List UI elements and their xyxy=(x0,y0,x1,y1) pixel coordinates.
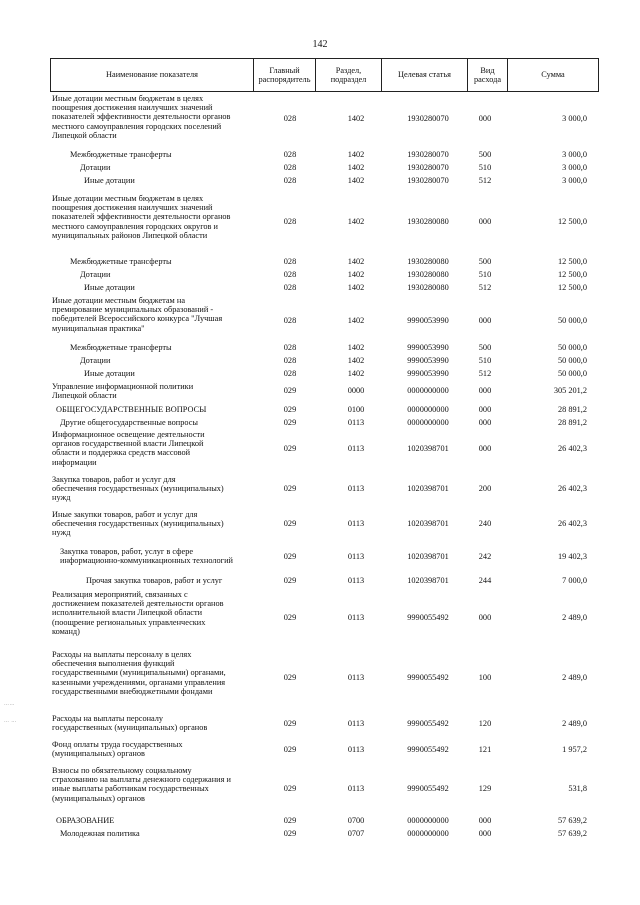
row-celevaya-statya: 1020398701 xyxy=(407,444,449,453)
row-celevaya-statya: 9990055492 xyxy=(407,784,449,793)
row-name: Иные дотации местным бюджетам в целях поощрения достижения наилучших значений показателей эффективности деятельности органов местного самоуправления городских округов и муниципальных районов Липецкой области xyxy=(52,194,231,240)
row-razdel: 0113 xyxy=(347,745,365,754)
row-rasporyaditel: 029 xyxy=(283,576,297,585)
row-rasporyaditel: 029 xyxy=(283,405,297,414)
row-razdel: 0113 xyxy=(347,673,365,682)
row-summa: 12 500,0 xyxy=(557,283,587,292)
row-rasporyaditel: 028 xyxy=(283,356,297,365)
row-rasporyaditel: 029 xyxy=(283,719,297,728)
row-summa: 50 000,0 xyxy=(557,356,587,365)
row-celevaya-statya: 1930280080 xyxy=(407,283,449,292)
row-name: Взносы по обязательному социальному страхованию на выплаты денежного содержания и иные выплаты работникам государственных (муниципальных) органов xyxy=(52,766,231,803)
row-vid-raskhoda: 510 xyxy=(478,356,492,365)
row-vid-raskhoda: 200 xyxy=(478,484,492,493)
row-razdel: 1402 xyxy=(347,114,365,123)
row-razdel: 1402 xyxy=(347,217,365,226)
row-name: Иные дотации xyxy=(84,176,135,185)
header-razdel: Раздел, подраздел xyxy=(316,59,382,91)
row-rasporyaditel: 028 xyxy=(283,369,297,378)
row-vid-raskhoda: 512 xyxy=(478,283,492,292)
row-razdel: 0000 xyxy=(347,386,365,395)
row-name: Закупка товаров, работ, услуг в сфере информационно-коммуникационных технологий xyxy=(60,547,233,566)
row-rasporyaditel: 029 xyxy=(283,519,297,528)
row-razdel: 1402 xyxy=(347,163,365,172)
row-vid-raskhoda: 500 xyxy=(478,150,492,159)
row-celevaya-statya: 1930280080 xyxy=(407,270,449,279)
row-celevaya-statya: 9990053990 xyxy=(407,356,449,365)
row-vid-raskhoda: 000 xyxy=(478,444,492,453)
row-summa: 50 000,0 xyxy=(557,343,587,352)
row-razdel: 1402 xyxy=(347,343,365,352)
row-rasporyaditel: 029 xyxy=(283,784,297,793)
row-name: Иные закупки товаров, работ и услуг для обеспечения государственных (муниципальных) нужд xyxy=(52,510,224,538)
row-name: ОБЩЕГОСУДАРСТВЕННЫЕ ВОПРОСЫ xyxy=(56,405,207,414)
row-celevaya-statya: 9990053990 xyxy=(407,343,449,352)
row-vid-raskhoda: 000 xyxy=(478,386,492,395)
row-vid-raskhoda: 512 xyxy=(478,176,492,185)
row-celevaya-statya: 1020398701 xyxy=(407,576,449,585)
row-name: Прочая закупка товаров, работ и услуг xyxy=(86,576,223,585)
row-vid-raskhoda: 120 xyxy=(478,719,492,728)
row-rasporyaditel: 029 xyxy=(283,418,297,427)
row-rasporyaditel: 028 xyxy=(283,176,297,185)
table-header xyxy=(50,58,599,92)
row-celevaya-statya: 1930280070 xyxy=(407,176,449,185)
row-rasporyaditel: 029 xyxy=(283,745,297,754)
row-name: Дотации xyxy=(80,356,111,365)
row-celevaya-statya: 0000000000 xyxy=(407,418,449,427)
row-summa: 531,8 xyxy=(568,784,587,793)
row-vid-raskhoda: 000 xyxy=(478,316,492,325)
header-celevaya: Целевая статья xyxy=(382,59,468,91)
row-rasporyaditel: 028 xyxy=(283,217,297,226)
row-razdel: 1402 xyxy=(347,257,365,266)
row-celevaya-statya: 9990055492 xyxy=(407,745,449,754)
row-name: Расходы на выплаты персоналу в целях обеспечения выполнения функций государственными (муниципальными) органами, казенными учреждениями, органами управления государственными внебюджетными фондами xyxy=(52,650,226,696)
header-vid: Вид расхода xyxy=(468,59,508,91)
row-razdel: 0707 xyxy=(347,829,365,838)
row-summa: 19 402,3 xyxy=(557,552,587,561)
row-razdel: 0113 xyxy=(347,418,365,427)
row-celevaya-statya: 0000000000 xyxy=(407,405,449,414)
row-celevaya-statya: 9990055492 xyxy=(407,613,449,622)
row-summa: 2 489,0 xyxy=(562,613,587,622)
row-summa: 3 000,0 xyxy=(562,114,587,123)
row-razdel: 1402 xyxy=(347,270,365,279)
row-celevaya-statya: 1020398701 xyxy=(407,519,449,528)
row-summa: 3 000,0 xyxy=(562,176,587,185)
row-vid-raskhoda: 510 xyxy=(478,270,492,279)
row-celevaya-statya: 9990055492 xyxy=(407,673,449,682)
row-razdel: 0113 xyxy=(347,784,365,793)
row-name: Закупка товаров, работ и услуг для обеспечения государственных (муниципальных) нужд xyxy=(52,475,224,503)
row-razdel: 1402 xyxy=(347,369,365,378)
row-razdel: 0700 xyxy=(347,816,365,825)
row-rasporyaditel: 029 xyxy=(283,673,297,682)
row-vid-raskhoda: 129 xyxy=(478,784,492,793)
row-summa: 2 489,0 xyxy=(562,719,587,728)
row-vid-raskhoda: 242 xyxy=(478,552,492,561)
row-summa: 12 500,0 xyxy=(557,257,587,266)
header-summa: Сумма xyxy=(541,70,565,80)
header-rasporyaditel: Главный распорядитель xyxy=(254,59,316,91)
row-summa: 7 000,0 xyxy=(562,576,587,585)
row-vid-raskhoda: 121 xyxy=(478,745,492,754)
row-rasporyaditel: 028 xyxy=(283,270,297,279)
row-summa: 26 402,3 xyxy=(557,484,587,493)
row-summa: 50 000,0 xyxy=(557,369,587,378)
row-name: Реализация мероприятий, связанных с достижением показателей деятельности органов исполнительной власти Липецкой области (поощрение региональных управленческих команд) xyxy=(52,590,224,636)
row-vid-raskhoda: 500 xyxy=(478,257,492,266)
row-celevaya-statya: 1930280070 xyxy=(407,150,449,159)
row-rasporyaditel: 028 xyxy=(283,114,297,123)
row-summa: 57 639,2 xyxy=(557,829,587,838)
row-vid-raskhoda: 000 xyxy=(478,829,492,838)
header-name: Наименование показателя xyxy=(51,59,254,91)
row-vid-raskhoda: 000 xyxy=(478,114,492,123)
row-vid-raskhoda: 510 xyxy=(478,163,492,172)
row-summa: 26 402,3 xyxy=(557,444,587,453)
row-name: Другие общегосударственные вопросы xyxy=(60,418,198,427)
row-vid-raskhoda: 500 xyxy=(478,343,492,352)
row-rasporyaditel: 028 xyxy=(283,150,297,159)
row-rasporyaditel: 028 xyxy=(283,316,297,325)
row-rasporyaditel: 028 xyxy=(283,163,297,172)
row-celevaya-statya: 9990053990 xyxy=(407,369,449,378)
row-summa: 28 891,2 xyxy=(557,405,587,414)
row-name: Расходы на выплаты персоналу государственных (муниципальных) органов xyxy=(52,714,208,733)
row-rasporyaditel: 028 xyxy=(283,257,297,266)
row-summa: 12 500,0 xyxy=(557,217,587,226)
row-name: ОБРАЗОВАНИЕ xyxy=(56,816,115,825)
row-razdel: 0113 xyxy=(347,552,365,561)
row-vid-raskhoda: 100 xyxy=(478,673,492,682)
row-razdel: 0113 xyxy=(347,613,365,622)
row-celevaya-statya: 0000000000 xyxy=(407,386,449,395)
row-rasporyaditel: 029 xyxy=(283,386,297,395)
row-rasporyaditel: 028 xyxy=(283,343,297,352)
row-summa: 26 402,3 xyxy=(557,519,587,528)
row-name: Информационное освещение деятельности органов государственной власти Липецкой области и поддержка средств массовой информации xyxy=(52,430,205,467)
row-vid-raskhoda: 512 xyxy=(478,369,492,378)
row-name: Дотации xyxy=(80,163,111,172)
row-vid-raskhoda: 244 xyxy=(478,576,492,585)
row-rasporyaditel: 028 xyxy=(283,283,297,292)
row-summa: 12 500,0 xyxy=(557,270,587,279)
row-razdel: 1402 xyxy=(347,356,365,365)
row-razdel: 1402 xyxy=(347,316,365,325)
row-celevaya-statya: 9990053990 xyxy=(407,316,449,325)
row-summa: 3 000,0 xyxy=(562,163,587,172)
row-summa: 28 891,2 xyxy=(557,418,587,427)
row-vid-raskhoda: 000 xyxy=(478,816,492,825)
row-vid-raskhoda: 000 xyxy=(478,217,492,226)
row-celevaya-statya: 1930280080 xyxy=(407,257,449,266)
row-name: Управление информационной политики Липецкой области xyxy=(52,382,194,401)
row-celevaya-statya: 1020398701 xyxy=(407,484,449,493)
row-rasporyaditel: 029 xyxy=(283,444,297,453)
row-summa: 50 000,0 xyxy=(557,316,587,325)
page-number: 142 xyxy=(312,39,328,50)
row-name: Иные дотации местным бюджетам в целях поощрения достижения наилучших значений показателей эффективности деятельности органов местного самоуправления городских поселений Липецкой области xyxy=(52,94,231,140)
row-summa: 57 639,2 xyxy=(557,816,587,825)
row-name: Молодежная политика xyxy=(60,829,140,838)
row-rasporyaditel: 029 xyxy=(283,484,297,493)
row-rasporyaditel: 029 xyxy=(283,552,297,561)
row-celevaya-statya: 0000000000 xyxy=(407,829,449,838)
row-name: Иные дотации xyxy=(84,283,135,292)
row-rasporyaditel: 029 xyxy=(283,613,297,622)
row-celevaya-statya: 9990055492 xyxy=(407,719,449,728)
row-summa: 305 201,2 xyxy=(553,386,587,395)
row-name: Межбюджетные трансферты xyxy=(70,150,172,159)
row-celevaya-statya: 0000000000 xyxy=(407,816,449,825)
row-vid-raskhoda: 240 xyxy=(478,519,492,528)
row-razdel: 0113 xyxy=(347,444,365,453)
row-vid-raskhoda: 000 xyxy=(478,613,492,622)
row-name: Межбюджетные трансферты xyxy=(70,343,172,352)
row-razdel: 1402 xyxy=(347,176,365,185)
row-razdel: 0113 xyxy=(347,719,365,728)
row-name: Иные дотации xyxy=(84,369,135,378)
row-razdel: 0100 xyxy=(347,405,365,414)
row-summa: 1 957,2 xyxy=(562,745,587,754)
row-razdel: 1402 xyxy=(347,283,365,292)
row-vid-raskhoda: 000 xyxy=(478,405,492,414)
row-razdel: 0113 xyxy=(347,519,365,528)
row-name: Иные дотации местным бюджетам на премирование муниципальных образований - победителей Всероссийского конкурса "Лучшая муниципальная практика" xyxy=(52,296,223,333)
row-celevaya-statya: 1020398701 xyxy=(407,552,449,561)
row-razdel: 1402 xyxy=(347,150,365,159)
row-summa: 2 489,0 xyxy=(562,673,587,682)
row-razdel: 0113 xyxy=(347,576,365,585)
margin-mark: ⋯ ⋯ xyxy=(4,720,17,725)
margin-mark: ⋯⋯ xyxy=(4,703,15,708)
row-rasporyaditel: 029 xyxy=(283,829,297,838)
row-razdel: 0113 xyxy=(347,484,365,493)
row-celevaya-statya: 1930280070 xyxy=(407,114,449,123)
row-name: Межбюджетные трансферты xyxy=(70,257,172,266)
row-celevaya-statya: 1930280070 xyxy=(407,163,449,172)
row-name: Дотации xyxy=(80,270,111,279)
row-name: Фонд оплаты труда государственных (муниципальных) органов xyxy=(52,740,183,759)
row-vid-raskhoda: 000 xyxy=(478,418,492,427)
row-rasporyaditel: 029 xyxy=(283,816,297,825)
row-celevaya-statya: 1930280080 xyxy=(407,217,449,226)
row-summa: 3 000,0 xyxy=(562,150,587,159)
